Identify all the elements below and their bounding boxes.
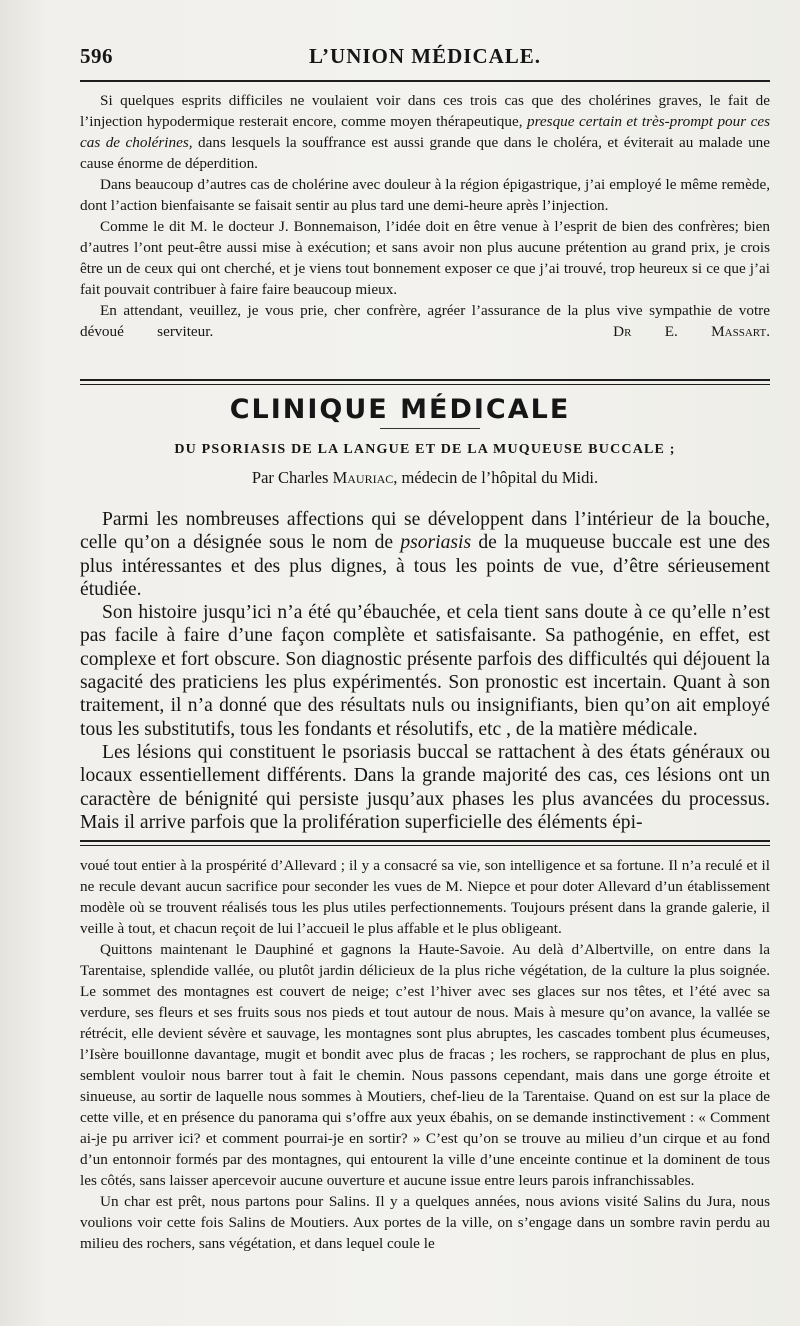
page-number: 596 [80,44,113,68]
letter-section [80,90,770,342]
header-rule [80,80,770,82]
feuilleton-rule [80,840,770,842]
heading-divider [380,428,480,429]
byline: Par Charles Mauriac, médecin de l’hôpital du Midi. [251,468,599,487]
feuilleton-paragraph: Un char est prêt, nous partons pour Salins. Il y a quelques années, nous avions visité Salins du Jura, nous voulions voir cette fois Salins de Moutiers. Aux portes de la ville, on s’engage dans un sombre ravin perdu au milieu des rochers, sans végétation, et dans lequel coule le [80,1193,770,1252]
section-heading: CLINIQUE MÉDICALE [229,394,571,425]
author-name: Mauriac [332,468,394,487]
article-paragraph: Les lésions qui constituent le psoriasis buccal se rattachent à des états généraux ou locaux essentiellement différents. Dans la grande majorité des cas, ces lésions ont un caractère de bénignité qui persiste jusqu’aux phases les plus avancées du processus. Mais il arrive parfois que la prolifération superficielle des éléments épi- [80,741,770,833]
letter-paragraph: Dans beaucoup d’autres cas de cholérine avec douleur à la région épigastrique, j’ai employé le même remède, dont l’action bienfaisante se faisait sentir au plus tard une demi-heure après l’injection. [80,176,770,214]
letter-paragraph: Si quelques esprits difficiles ne voulaient voir dans ces trois cas que des cholérines graves, le fait de l’injection hypodermique resterait encore, comme moyen thérapeutique, presque certain et très-prompt pour ces cas de cholérines, dans lesquels la souffrance est aussi grande que dans le choléra, et éviterait au malade une cause énorme de déperdition. [80,92,770,172]
article-paragraph: Parmi les nombreuses affections qui se développent dans l’intérieur de la bouche, celle qu’on a désignée sous le nom de psoriasis de la muqueuse buccale est une des plus intéressantes et des plus dignes, à tous les points de vue, d’être sérieusement étudiée. [80,509,771,600]
emphasis-text: psoriasis [400,532,472,554]
letter-closing: En attendant, veuillez, je vous prie, cher confrère, agréer l’assurance de la plus vive sympathie de votre dévoué serviteur. Dr E. Massart. [80,302,771,340]
feuilleton-paragraph: Quittons maintenant le Dauphiné et gagnons la Haute-Savoie. Au delà d’Albertville, on entre dans la Tarentaise, splendide vallée, ou plutôt jardin délicieux de la plus riche végétation, de la culture la plus soignée. Le sommet des montagnes est couvert de neige; c’est l’hiver avec ses glaces sur nos têtes, et l’été avec sa verdure, ses fleurs et ses fruits sous nos pieds et tout autour de nous. Mais à mesure qu’on avance, la vallée se rétrécit, elle devient sévère et sauvage, les montagnes sont plus abruptes, les cascades tombent plus écumeuses, l’Isère bouillonne davantage, mugit et bondit avec plus de fracas ; les rochers, se rapprochant de plus en plus, semblent vouloir nous barrer tout à fait le chemin. Nous passons cependant, mais dans une gorge étroite et sinueuse, au sortir de laquelle nous sommes à Moutiers, chef-lieu de la Tarentaise. Quand on est sur la place de cette ville, et en présence du panorama qui s’offre aux yeux ébahis, on se demande instinctivement : « Comment ai-je pu arriver ici? et comment pourrai-je en sortir? » C’est qu’on se trouve au milieu d’un cirque et au fond d’un entonnoir formés par des montagnes, qui entourent la ville d’une enceinte continue et la dominent de tous les côtés, sans laisser apercevoir aucune ouverture et aucune issue entre leurs parois infranchissables. [80,941,770,1189]
feuilleton-section [80,855,770,1254]
feuilleton-rule [80,845,770,846]
article-title: DU PSORIASIS DE LA LANGUE ET DE LA MUQUEUSE BUCCALE ; [174,442,676,457]
article-body [80,508,770,834]
letter-paragraph: Comme le dit M. le docteur J. Bonnemaison, l’idée doit en être venue à l’esprit de bien des confrères; bien d’autres l’ont peut-être aussi mise à exécution; et sans avoir non plus aucune prétention au grand prix, je crois être un de ceux qui ont cherché, et je viens tout bonnement exposer ce que j’ai trouvé, trop heureux si ce que j’ai fait pouvait contribuer à faire faire beaucoup mieux. [80,218,770,298]
article-paragraph: Son histoire jusqu’ici n’a été qu’ébauchée, et cela tient sans doute à ce qu’elle n’est pas facile à faire d’une façon complète et satisfaisante. Sa pathogénie, en effet, est complexe et fort obscure. Son diagnostic présente parfois des difficultés qui déjouent la sagacité des praticiens les plus expérimentés. Son pronostic est incertain. Quant à son traitement, il n’a donné que des résultats nuls ou insignifiants, bien qu’on ait employé tous les substitutifs, tous les fondants et résolutifs, etc , de la matière médicale. [80,602,770,740]
section-rule [80,384,770,385]
signature: Dr E. Massart. [613,323,771,340]
emphasis-text: presque certain et très-prompt pour ces cas de cholérines, [80,113,770,151]
running-title: L’UNION MÉDICALE. [308,44,542,68]
section-rule [80,379,770,381]
page-header [80,44,770,74]
feuilleton-paragraph: voué tout entier à la prospérité d’Allevard ; il y a consacré sa vie, son intelligence et sa fortune. Il n’a reculé et il ne recule devant aucun sacrifice pour seconder les vues de M. Niepce et pour doter Allevard d’un établissement modèle où se trouvent réalisés tous les plus utiles perfectionnements. Toujours présent dans la grande galerie, il veille à tout, et chacun reçoit de lui l’accueil le plus affable et le plus obligeant. [80,857,770,937]
